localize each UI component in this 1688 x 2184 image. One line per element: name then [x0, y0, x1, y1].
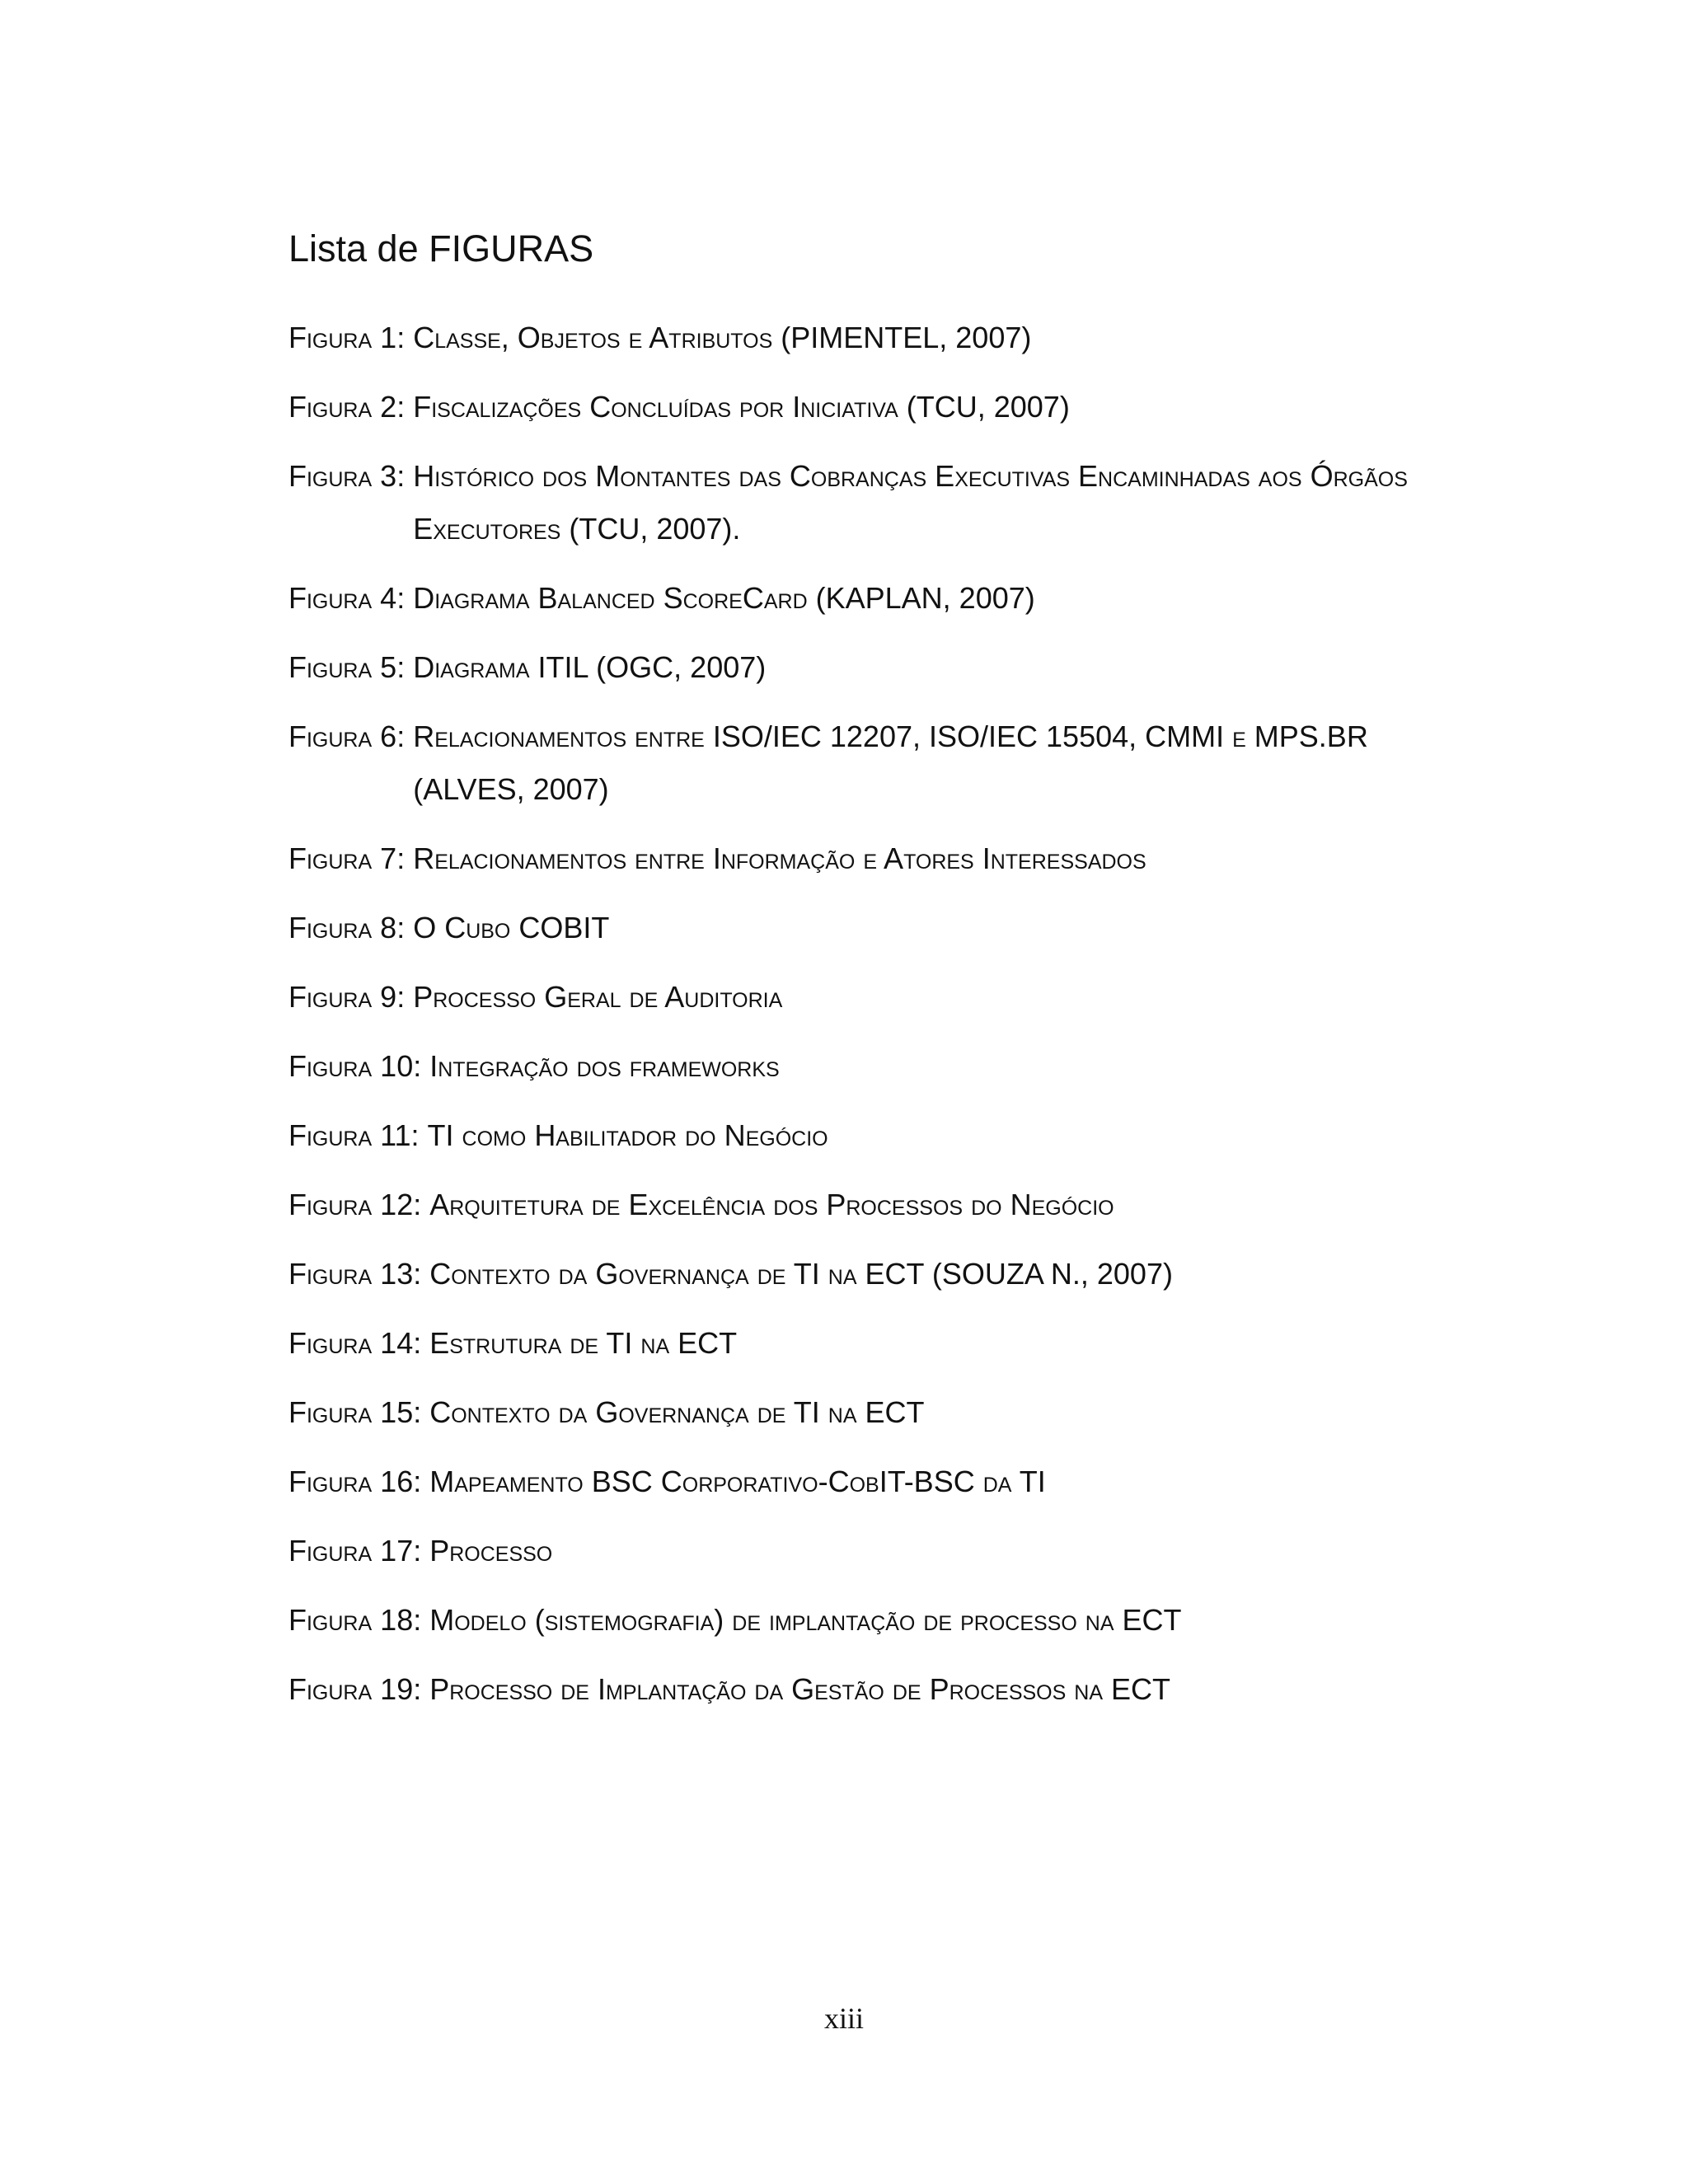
- figure-label: Figura 16:: [288, 1465, 422, 1498]
- figure-caption: Processo Geral de Auditoria: [413, 980, 783, 1014]
- figure-caption: Modelo (sistemografia) de implantação de processo na ECT: [429, 1603, 1182, 1637]
- figure-entry-7: [288, 832, 1442, 885]
- figure-label: Figura 1:: [288, 321, 406, 354]
- figure-caption: Processo: [429, 1534, 553, 1568]
- figure-entry-11: [288, 1109, 1442, 1162]
- figure-label: Figura 14:: [288, 1326, 422, 1360]
- figure-caption: O Cubo COBIT: [413, 911, 610, 944]
- figure-caption: Classe, Objetos e Atributos (PIMENTEL, 2007): [413, 321, 1032, 354]
- figure-caption: Fiscalizações Concluídas por Iniciativa (TCU, 2007): [413, 390, 1070, 424]
- figure-entry-8: [288, 902, 1442, 954]
- figure-entry-10: [288, 1040, 1442, 1093]
- figure-entry-16: [288, 1455, 1442, 1508]
- figure-label: Figura 5:: [288, 650, 406, 684]
- figure-label: Figura 7:: [288, 841, 406, 875]
- figure-label: Figura 2:: [288, 390, 406, 424]
- figure-label: Figura 18:: [288, 1603, 422, 1637]
- figure-caption: TI como Habilitador do Negócio: [427, 1118, 828, 1152]
- figure-label: Figura 11:: [288, 1118, 420, 1152]
- figure-label: Figura 13:: [288, 1257, 422, 1291]
- figure-caption: Diagrama ITIL (OGC, 2007): [413, 650, 767, 684]
- figure-label: Figura 8:: [288, 911, 406, 944]
- figure-caption: Diagrama Balanced ScoreCard (KAPLAN, 2007): [413, 581, 1035, 615]
- figure-entry-12: [288, 1179, 1442, 1231]
- figure-caption: Estrutura de TI na ECT: [429, 1326, 738, 1360]
- figure-label: Figura 19:: [288, 1672, 422, 1706]
- figure-entry-5: [288, 641, 1442, 694]
- figure-entry-15: [288, 1386, 1442, 1439]
- figure-entry-18: [288, 1594, 1442, 1647]
- figure-list: [288, 312, 1442, 1732]
- page-number: xiii: [823, 2002, 864, 2035]
- figure-entry-4: [288, 572, 1442, 625]
- figure-caption: Histórico dos Montantes das Cobranças Executivas Encaminhadas aos Órgãos Executores (TCU, 2007).: [413, 459, 1408, 546]
- figure-caption: Relacionamentos entre ISO/IEC 12207, ISO/IEC 15504, CMMI e MPS.BR (ALVES, 2007): [413, 719, 1368, 806]
- figure-entry-1: [288, 312, 1442, 364]
- figure-label: Figura 3:: [288, 459, 406, 493]
- figure-caption: Contexto da Governança de TI na ECT (SOUZA N., 2007): [429, 1257, 1173, 1291]
- figure-entry-6: [288, 710, 1442, 816]
- figure-label: Figura 17:: [288, 1534, 422, 1568]
- figure-label: Figura 15:: [288, 1395, 422, 1429]
- figure-label: Figura 6:: [288, 719, 406, 753]
- figure-label: Figura 10:: [288, 1049, 422, 1083]
- figure-entry-3: [288, 450, 1442, 555]
- figure-caption: Contexto da Governança de TI na ECT: [429, 1395, 925, 1429]
- figure-caption: Mapeamento BSC Corporativo-CobIT-BSC da TI: [429, 1465, 1046, 1498]
- figure-entry-2: [288, 381, 1442, 434]
- figure-caption: Arquitetura de Excelência dos Processos do Negócio: [429, 1188, 1114, 1221]
- figure-caption: Relacionamentos entre Informação e Atores Interessados: [413, 841, 1146, 875]
- figure-entry-14: [288, 1317, 1442, 1370]
- figure-caption: Processo de Implantação da Gestão de Processos na ECT: [429, 1672, 1171, 1706]
- figure-entry-13: [288, 1248, 1442, 1301]
- figure-entry-17: [288, 1525, 1442, 1577]
- list-of-figures-heading: Lista de FIGURAS: [288, 227, 594, 269]
- figure-label: Figura 9:: [288, 980, 406, 1014]
- figure-entry-19: [288, 1663, 1442, 1716]
- figure-entry-9: [288, 971, 1442, 1024]
- figure-caption: Integração dos frameworks: [429, 1049, 780, 1083]
- figure-label: Figura 12:: [288, 1188, 422, 1221]
- figure-label: Figura 4:: [288, 581, 406, 615]
